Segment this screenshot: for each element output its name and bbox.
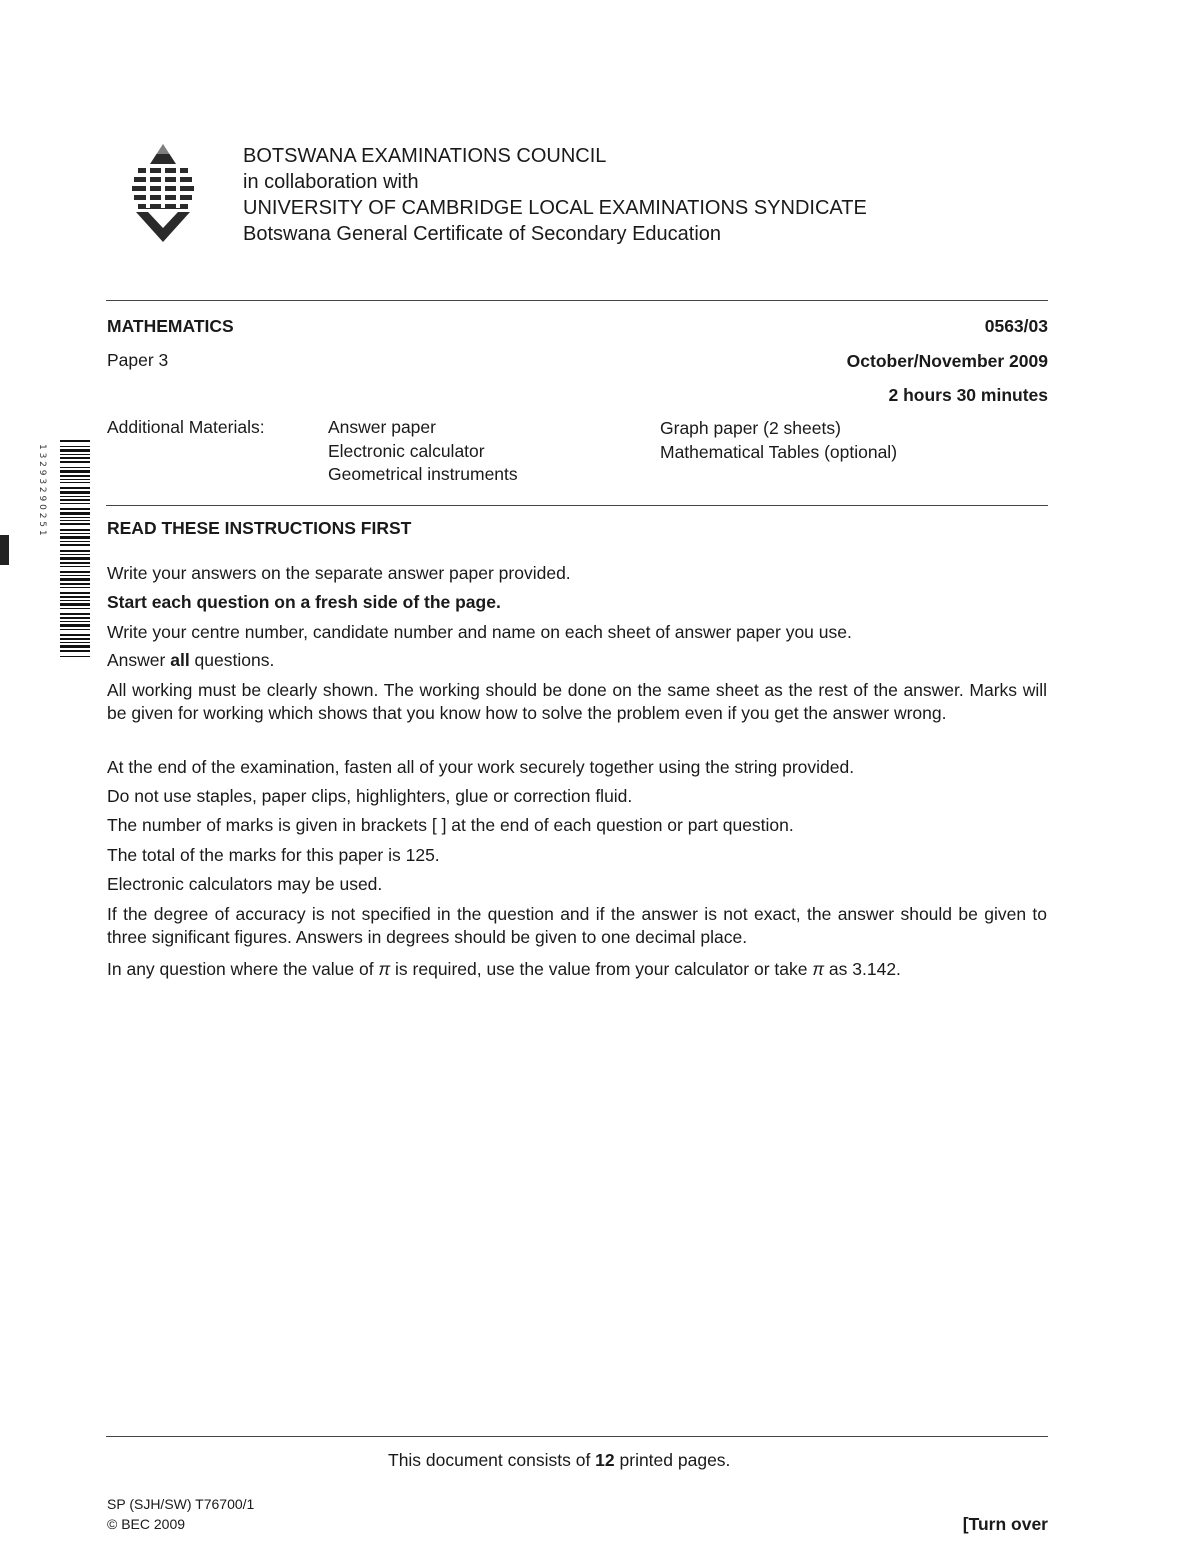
material-item: Mathematical Tables (optional) <box>660 442 898 462</box>
instruction-paragraph: If the degree of accuracy is not specified in the question and if the answer is not exact, the answer should be given to three significant figures. Answers in degrees should be given to one decimal place. <box>107 904 1047 947</box>
material-item: Answer paper <box>328 417 436 437</box>
instruction-line: Do not use staples, paper clips, highlighters, glue or correction fluid. <box>107 786 633 806</box>
material-item: Geometrical instruments <box>328 464 518 484</box>
instruction-line: Electronic calculators may be used. <box>107 874 383 894</box>
instruction-line: Answer all questions. <box>107 650 275 670</box>
instructions-heading: READ THESE INSTRUCTIONS FIRST <box>107 518 412 538</box>
instruction-line: In any question where the value of π is required, use the value from your calculator or take π as 3.142. <box>107 959 901 979</box>
page-count-note: This document consists of 12 printed pages. <box>388 1450 731 1470</box>
bec-logo <box>128 142 198 246</box>
barcode <box>30 438 92 660</box>
document-reference: SP (SJH/SW) T76700/1 <box>107 1496 255 1512</box>
turn-over-note: [Turn over <box>962 1514 1048 1534</box>
syndicate-name: UNIVERSITY OF CAMBRIDGE LOCAL EXAMINATIONS SYNDICATE <box>243 197 867 219</box>
instruction-line: The number of marks is given in brackets [ ] at the end of each question or part question. <box>107 815 794 835</box>
instruction-paragraph: All working must be clearly shown. The working should be done on the same sheet as the rest of the answer. Marks will be given for working which shows that you know how to solve the problem even if you get the answer wrong. <box>107 680 1047 723</box>
materials-divider <box>106 505 1048 506</box>
instruction-line: At the end of the examination, fasten all of your work securely together using the string provided. <box>107 757 855 777</box>
barcode-digits: 1 3 2 9 3 2 9 0 2 5 1 <box>37 444 47 536</box>
copyright-notice: © BEC 2009 <box>107 1516 186 1532</box>
scan-edge-mark <box>0 535 9 565</box>
instruction-line: Start each question on a fresh side of the page. <box>107 592 501 612</box>
instruction-line: Write your answers on the separate answer paper provided. <box>107 563 571 583</box>
collaboration-text: in collaboration with <box>243 171 419 193</box>
exam-duration: 2 hours 30 minutes <box>888 385 1048 405</box>
header-divider <box>106 300 1048 301</box>
instruction-line: Write your centre number, candidate number and name on each sheet of answer paper you use. <box>107 622 852 642</box>
exam-session: October/November 2009 <box>846 351 1048 371</box>
instruction-line: The total of the marks for this paper is 125. <box>107 845 440 865</box>
material-item: Graph paper (2 sheets) <box>660 418 841 438</box>
certificate-name: Botswana General Certificate of Secondary Education <box>243 223 722 245</box>
subject-title: MATHEMATICS <box>107 316 234 336</box>
paper-number: Paper 3 <box>107 350 169 370</box>
paper-code: 0563/03 <box>984 316 1048 336</box>
footer-divider <box>106 1436 1048 1437</box>
council-name: BOTSWANA EXAMINATIONS COUNCIL <box>243 145 607 167</box>
material-item: Electronic calculator <box>328 441 485 461</box>
materials-label: Additional Materials: <box>107 417 265 437</box>
